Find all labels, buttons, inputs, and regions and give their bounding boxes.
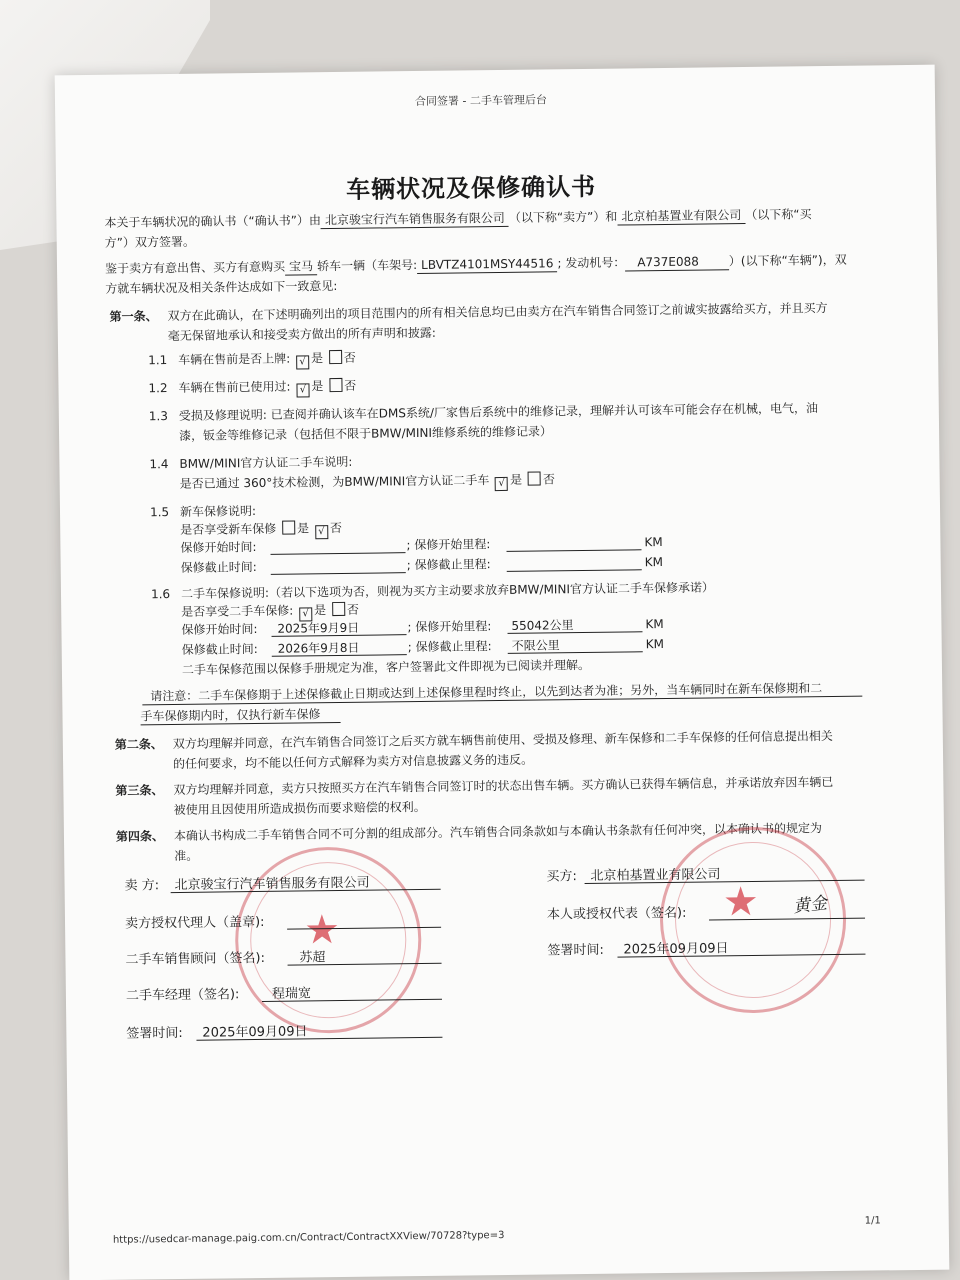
seller-agent-label: 卖方授权代理人（盖章):	[124, 914, 265, 932]
seal-star-icon: ★	[303, 907, 341, 954]
footer-page-number: 1/1	[864, 1215, 881, 1227]
new-warranty-start-km-field[interactable]	[507, 549, 642, 552]
buyer-label: 买方:	[546, 869, 577, 885]
document-page	[55, 65, 950, 1280]
used-warranty-end-time-label: 保修截止时间:	[181, 641, 258, 657]
new-warranty-start-km-label: ; 保修开始里程:	[406, 537, 491, 553]
item-1-6-yes-checkbox[interactable]: √	[299, 607, 312, 621]
item-1-5-text-2: 是否享受新车保修 是 √ 否	[180, 518, 342, 541]
article-4-text-2: 准。	[174, 848, 199, 864]
new-warranty-start-time-field[interactable]	[271, 552, 406, 555]
item-1-2-number: 1.2	[148, 381, 168, 396]
item-1-6-number: 1.6	[150, 587, 171, 602]
seller-name-field: 北京骏宝行汽车销售服务有限公司	[321, 210, 509, 229]
article-3-text-2: 被使用且因使用所造成损伤而要求赔偿的权利。	[173, 799, 426, 818]
buyer-name-field: 北京柏基置业有限公司	[617, 207, 745, 226]
used-warranty-end-km-label: ; 保修截止里程:	[407, 639, 492, 655]
item-1-1: 车辆在售前是否上牌: √ 是 否	[178, 348, 356, 371]
item-1-3-number: 1.3	[148, 409, 169, 424]
used-warranty-end-km-unit: KM	[645, 637, 664, 652]
intro-line-2: 方”）双方签署。	[104, 234, 196, 250]
article-2-text-1: 双方均理解并同意，在汽车销售合同签订之后买方就车辆售前使用、受损及修理、新车保修和二手车保修的任何信息提出相关	[172, 728, 833, 752]
buyer-handwritten-signature: 黄金	[792, 893, 829, 918]
article-2-text-2: 的任何要求，均不能以任何方式解释为卖方对信息披露义务的违反。	[173, 752, 534, 772]
item-1-3-text-2: 漆，钣金等维修记录（包括但不限于BMW/MINI维修系统的维修记录）	[179, 424, 553, 443]
consultant-value: 苏超	[299, 950, 326, 966]
intro-line-1: 本关于车辆状况的确认书（“确认书”）由 北京骏宝行汽车销售服务有限公司 （以下称“卖方”）和 北京柏基置业有限公司 （以下称“买	[104, 207, 812, 230]
buyer-date: 2025年09月09日	[623, 941, 729, 958]
item-1-4-number: 1.4	[149, 457, 169, 472]
page-header-title: 合同签署 - 二手车管理后台	[414, 93, 548, 109]
new-warranty-end-time-label: 保修截止时间:	[180, 559, 257, 575]
article-1-text-2: 毫无保留地承认和接受卖方做出的所有声明和披露:	[167, 325, 436, 344]
used-warranty-start-date: 2025年9月9日	[277, 620, 360, 636]
new-warranty-end-km-label: ; 保修截止里程:	[406, 557, 491, 573]
seller-date: 2025年09月09日	[202, 1024, 308, 1041]
footer-url[interactable]: https://usedcar-manage.paig.com.cn/Contract/ContractXXView/70728?type=3	[112, 1230, 505, 1246]
item-1-4-yes-checkbox[interactable]: √	[495, 477, 508, 491]
item-1-6-text-2: 是否享受二手车保修: √ 是 否	[181, 600, 359, 623]
used-warranty-start-time-label: 保修开始时间:	[181, 621, 258, 637]
intro2-line-2: 方就车辆状况及相关条件达成如下一致意见:	[105, 278, 338, 296]
buyer-date-label: 签署时间:	[547, 942, 604, 959]
consultant-label: 二手车销售顾问（签名):	[125, 950, 266, 968]
intro2-line-1: 鉴于卖方有意出售、买方有意购买 宝马 轿车一辆（车架号: LBVTZ4101MSY44516 ; 发动机号： A737E088 ）(以下称“车辆”)，双	[104, 252, 847, 276]
article-1-label: 第一条、	[109, 309, 158, 324]
seller-label: 卖 方:	[124, 878, 160, 894]
item-1-5-number: 1.5	[149, 505, 170, 520]
article-4-label: 第四条、	[115, 829, 165, 844]
article-3-text-1: 双方均理解并同意，卖方只按照买方在汽车销售合同签订时的状态出售车辆。买方确认已获得车辆信息，并承诺放弃因车辆已	[173, 774, 834, 798]
item-1-2: 车辆在售前已使用过: √ 是 否	[178, 376, 356, 399]
article-2-label: 第二条、	[114, 737, 163, 752]
item-1-5-text-1: 新车保修说明:	[179, 503, 257, 519]
document-title: 车辆状况及保修确认书	[345, 172, 597, 204]
new-warranty-end-km-field[interactable]	[507, 569, 642, 572]
seal-star-icon: ★	[722, 878, 759, 926]
item-1-6-no-checkbox[interactable]	[332, 602, 345, 616]
item-1-1-yes-checkbox[interactable]: √	[296, 355, 309, 369]
vin-field: LBVTZ4101MSY44516	[417, 255, 558, 274]
manager-label: 二手车经理（签名):	[125, 987, 240, 1004]
used-warranty-end-km: 不限公里	[511, 638, 560, 653]
brand-field: 宝马	[285, 258, 317, 275]
used-warranty-end-date: 2026年9月8日	[277, 640, 360, 656]
item-1-2-yes-checkbox[interactable]: √	[296, 383, 309, 397]
item-1-2-no-checkbox[interactable]	[329, 378, 342, 392]
item-1-3-text-1: 受损及修理说明: 已查阅并确认该车在DMS系统/厂家售后系统中的维修记录，理解并认可该车可能会存在机械，电气，油	[178, 401, 819, 423]
manager-value: 程瑞宽	[271, 986, 312, 1002]
article-1-text-1: 双方在此确认，在下述明确列出的项目范围内的所有相关信息均已由卖方在汽车销售合同签订之前诚实披露给买方，并且买方	[167, 300, 828, 324]
new-warranty-start-time-label: 保修开始时间:	[180, 539, 257, 555]
buyer-rep-label: 本人或授权代表（签名):	[546, 905, 687, 923]
article-3-label: 第三条、	[115, 783, 164, 798]
used-warranty-start-km-unit: KM	[645, 617, 664, 632]
used-warranty-start-km: 55042公里	[511, 618, 574, 633]
article-4-text-1: 本确认书构成二手车销售合同不可分割的组成部分。汽车销售合同条款如与本确认书条款有任何冲突，以本确认书的规定为	[173, 821, 823, 844]
item-1-5-no-checkbox[interactable]: √	[315, 525, 328, 539]
notice-line-1: 请注意：二手车保修期于上述保修截止日期或达到上述保修里程时终止，以先到达者为准；另外，当车辆同时在新车保修期和二	[150, 681, 823, 704]
item-1-4-no-checkbox[interactable]	[528, 472, 541, 486]
item-1-6-text-1: 二手车保修说明:（若以下选项为否，则视为买方主动要求放弃BMW/MINI官方认证二手车保修承诺）	[180, 580, 715, 601]
new-warranty-end-km-unit: KM	[644, 555, 663, 570]
seller-date-label: 签署时间:	[126, 1025, 183, 1042]
item-1-5-yes-checkbox[interactable]	[282, 521, 295, 535]
used-warranty-start-km-label: ; 保修开始里程:	[407, 619, 492, 635]
new-warranty-end-time-field[interactable]	[271, 572, 406, 575]
seller-value: 北京骏宝行汽车销售服务有限公司	[174, 875, 370, 894]
engine-field: A737E088	[625, 253, 729, 271]
item-1-6-text-3: 二手车保修范围以保修手册规定为准，客户签署此文件即视为已阅读并理解。	[181, 657, 591, 677]
buyer-value: 北京柏基置业有限公司	[590, 867, 721, 884]
item-1-1-number: 1.1	[148, 353, 168, 368]
new-warranty-start-km-unit: KM	[644, 535, 663, 550]
item-1-4-text-1: BMW/MINI官方认证二手车说明:	[179, 454, 353, 471]
item-1-4-text-2: 是否已通过 360°技术检测，为BMW/MINI官方认证二手车 √ 是 否	[179, 472, 556, 491]
item-1-1-no-checkbox[interactable]	[329, 350, 342, 364]
notice-line-2: 手车保修期内时，仅执行新车保修	[140, 707, 321, 724]
